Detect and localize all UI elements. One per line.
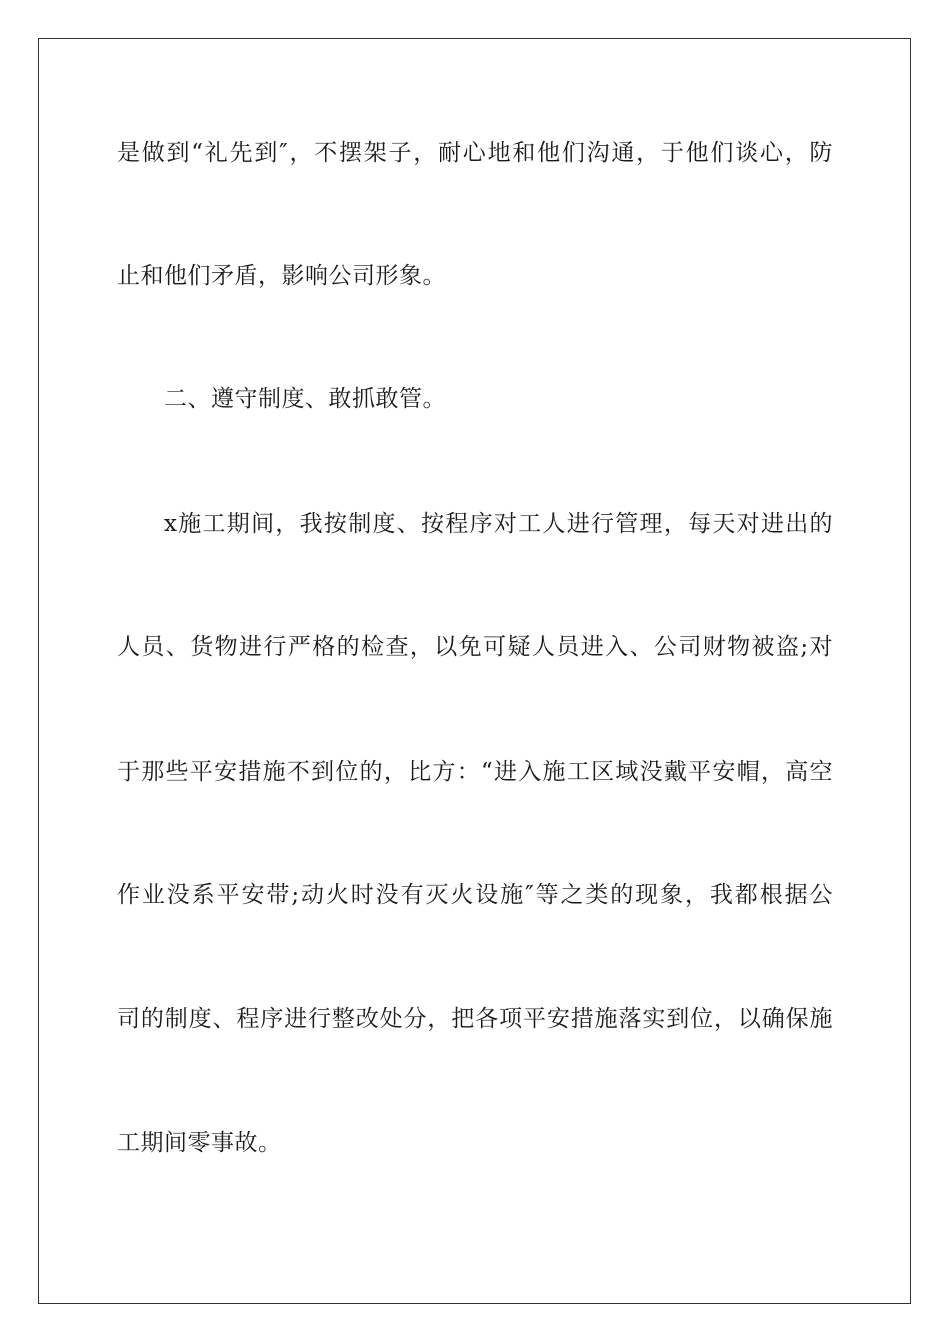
- section-heading: 二、遵守制度、敢抓敢管。: [164, 386, 446, 412]
- paragraph-line-9: 工期间零事故。: [117, 1130, 282, 1156]
- page-border: [38, 38, 911, 1304]
- paragraph-line-2: 止和他们矛盾，影响公司形象。: [117, 263, 446, 289]
- paragraph-line-7: 作业没系平安带;动火时没有灭火设施″等之类的现象，我都根据公: [117, 882, 833, 908]
- paragraph-line-1: 是做到“礼先到″，不摆架子，耐心地和他们沟通，于他们谈心，防: [117, 140, 833, 166]
- paragraph-line-4: x施工期间，我按制度、按程序对工人进行管理，每天对进出的: [164, 511, 833, 537]
- paragraph-line-8: 司的制度、程序进行整改处分，把各项平安措施落实到位，以确保施: [117, 1006, 833, 1032]
- paragraph-line-6: 于那些平安措施不到位的，比方：“进入施工区域没戴平安帽，高空: [117, 759, 833, 785]
- paragraph-line-5: 人员、货物进行严格的检查，以免可疑人员进入、公司财物被盗;对: [117, 634, 833, 660]
